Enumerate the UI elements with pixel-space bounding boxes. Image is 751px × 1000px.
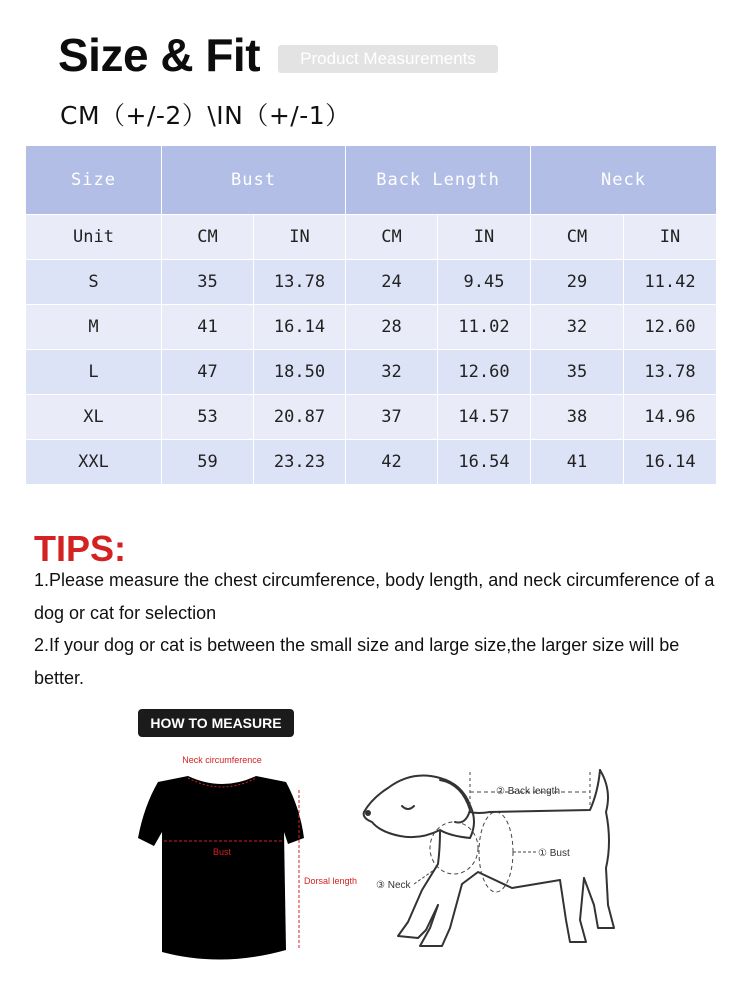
table-cell: 18.50 bbox=[254, 350, 346, 395]
header-size: Size bbox=[26, 146, 162, 215]
table-cell: 53 bbox=[162, 395, 254, 440]
dog-neck-ellipse bbox=[430, 822, 478, 874]
how-to-measure-badge: HOW TO MEASURE bbox=[138, 709, 294, 737]
table-cell: 14.96 bbox=[624, 395, 717, 440]
header-bust: Bust bbox=[162, 146, 346, 215]
table-cell: 28 bbox=[346, 305, 438, 350]
unit-cell: CM bbox=[162, 215, 254, 260]
shirt-neck-label: Neck circumference bbox=[182, 755, 262, 765]
product-measurements-badge: Product Measurements bbox=[278, 45, 498, 73]
table-cell: 20.87 bbox=[254, 395, 346, 440]
table-cell: 59 bbox=[162, 440, 254, 485]
shirt-bust-label: Bust bbox=[212, 847, 232, 857]
unit-cell: IN bbox=[624, 215, 717, 260]
unit-cell: Unit bbox=[26, 215, 162, 260]
table-cell: 32 bbox=[531, 305, 624, 350]
shirt-dorsal-label: Dorsal length bbox=[304, 876, 358, 886]
dog-neck-label: ③ Neck bbox=[376, 880, 411, 891]
size-table bbox=[25, 145, 717, 485]
table-cell: 35 bbox=[162, 260, 254, 305]
tip-1: 1.Please measure the chest circumference, body length, and neck circumference of a dog or cat for selection bbox=[34, 570, 715, 623]
unit-cell: CM bbox=[531, 215, 624, 260]
table-cell: 13.78 bbox=[624, 350, 717, 395]
table-cell: L bbox=[26, 350, 162, 395]
header-back-length: Back Length bbox=[346, 146, 531, 215]
unit-row bbox=[26, 215, 717, 260]
table-cell: 47 bbox=[162, 350, 254, 395]
table-cell: 37 bbox=[346, 395, 438, 440]
table-row bbox=[26, 305, 717, 350]
table-cell: M bbox=[26, 305, 162, 350]
table-cell: XXL bbox=[26, 440, 162, 485]
table-row bbox=[26, 260, 717, 305]
dog-back-label: ② Back length bbox=[496, 786, 560, 797]
header-neck: Neck bbox=[531, 146, 717, 215]
unit-cell: IN bbox=[438, 215, 531, 260]
tips-heading: TIPS: bbox=[34, 528, 127, 569]
table-header-row bbox=[26, 146, 717, 215]
table-row bbox=[26, 440, 717, 485]
units-note: CM（+/-2）\IN（+/-1） bbox=[60, 101, 351, 130]
table-cell: 14.57 bbox=[438, 395, 531, 440]
unit-cell: CM bbox=[346, 215, 438, 260]
table-cell: 12.60 bbox=[624, 305, 717, 350]
table-cell: 32 bbox=[346, 350, 438, 395]
table-cell: XL bbox=[26, 395, 162, 440]
table-cell: 23.23 bbox=[254, 440, 346, 485]
page-title: Size & Fit bbox=[58, 29, 261, 81]
table-cell: 41 bbox=[162, 305, 254, 350]
table-cell: 38 bbox=[531, 395, 624, 440]
table-cell: 41 bbox=[531, 440, 624, 485]
table-cell: 9.45 bbox=[438, 260, 531, 305]
table-cell: 16.54 bbox=[438, 440, 531, 485]
table-cell: 35 bbox=[531, 350, 624, 395]
measurement-diagram bbox=[0, 740, 751, 995]
table-row bbox=[26, 395, 717, 440]
table-cell: 11.42 bbox=[624, 260, 717, 305]
dog-bust-label: ① Bust bbox=[538, 848, 570, 859]
table-row bbox=[26, 350, 717, 395]
tip-2: 2.If your dog or cat is between the small size and large size,the larger size will be better. bbox=[34, 635, 680, 688]
table-cell: 16.14 bbox=[624, 440, 717, 485]
table-cell: 16.14 bbox=[254, 305, 346, 350]
table-cell: 11.02 bbox=[438, 305, 531, 350]
table-cell: S bbox=[26, 260, 162, 305]
table-cell: 42 bbox=[346, 440, 438, 485]
table-cell: 24 bbox=[346, 260, 438, 305]
shirt-shape bbox=[138, 776, 304, 960]
table-cell: 13.78 bbox=[254, 260, 346, 305]
unit-cell: IN bbox=[254, 215, 346, 260]
table-cell: 12.60 bbox=[438, 350, 531, 395]
table-cell: 29 bbox=[531, 260, 624, 305]
dog-outline bbox=[364, 770, 614, 946]
